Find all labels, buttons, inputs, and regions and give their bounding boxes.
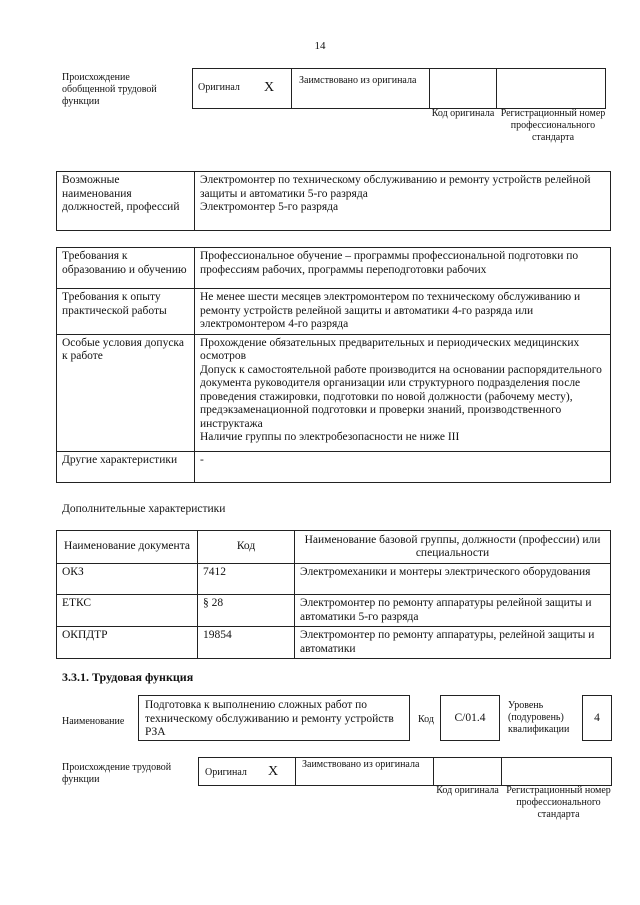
requirement-value: Не менее шести месяцев электромонтером по техническому обслуживанию и ремонту устройств релейной защиты и автоматики 4-го разряда или электромонтером 4-го разряда	[195, 289, 611, 335]
extra-table	[56, 530, 611, 659]
requirement-label: Особые условия допуска к работе	[57, 334, 195, 451]
function-name-label: Наименование	[62, 716, 125, 727]
code-original-cell	[433, 757, 502, 786]
extra-cell: 7412	[198, 564, 295, 595]
borrowed-label: Заимствовано из оригинала	[299, 75, 417, 86]
reg-number-cell	[501, 757, 612, 786]
extra-cell: ОКПДТР	[57, 627, 198, 659]
extra-cell: § 28	[198, 595, 295, 627]
requirement-value: Профессиональное обучение – программы профессиональной подготовки по профессиям рабочих, программы переподготовки рабочих	[195, 248, 611, 289]
function-title: 3.3.1. Трудовая функция	[62, 670, 194, 684]
reg-number-caption: Регистрационный номер профессионального стандарта	[506, 785, 611, 820]
position-line: Электромонтер по техническому обслуживанию и ремонту устройств релейной защиты и автоматики 5-го разряда	[200, 174, 591, 200]
extra-cell: 19854	[198, 627, 295, 659]
original-label: Оригинал	[198, 82, 240, 93]
original-mark: X	[268, 764, 279, 779]
position-line: Электромонтер 5-го разряда	[200, 201, 339, 213]
reg-number-caption: Регистрационный номер профессионального стандарта	[500, 108, 606, 143]
requirement-value: Прохождение обязательных предварительных и периодических медицинских осмотров Допуск к самостоятельной работе производится на основании распорядительного документа руководителя организации или структурного подразделения после проведения стажировки, подготовки по новой должности (рабочему месту), предэкзаменационной подготовки и проверки знаний, производственного инструктажа Наличие группы по электробезопасности не ниже III	[195, 334, 611, 451]
extra-cell: Электромеханики и монтеры электрического оборудования	[295, 564, 611, 595]
function-code-label: Код	[418, 714, 434, 725]
extra-cell: ЕТКС	[57, 595, 198, 627]
original-mark: X	[264, 80, 275, 95]
positions-value	[195, 172, 611, 231]
extra-cell: Электромонтер по ремонту аппаратуры, релейной защиты и автоматики	[295, 627, 611, 659]
original-label: Оригинал	[205, 767, 247, 778]
borrowed-label: Заимствовано из оригинала	[302, 759, 420, 770]
requirements-table	[56, 247, 611, 483]
function-code: С/01.4	[440, 695, 500, 741]
level-value: 4	[582, 695, 612, 741]
extra-header: Наименование базовой группы, должности (профессии) или специальности	[295, 531, 611, 564]
extra-cell: Электромонтер по ремонту аппаратуры релейной защиты и автоматики 5-го разряда	[295, 595, 611, 627]
code-original-caption: Код оригинала	[431, 108, 495, 119]
function-name: Подготовка к выполнению сложных работ по техническому обслуживанию и ремонту устройств РЗА	[138, 695, 410, 741]
reg-number-cell	[496, 68, 606, 109]
code-original-caption: Код оригинала	[436, 785, 499, 796]
requirement-label: Требования к образованию и обучению	[57, 248, 195, 289]
positions-table	[56, 171, 611, 231]
requirement-label: Требования к опыту практической работы	[57, 289, 195, 335]
requirement-label: Другие характеристики	[57, 451, 195, 482]
origin-label: Происхождение трудовой функции	[62, 762, 172, 785]
requirement-value: -	[195, 451, 611, 482]
origin-label: Происхождение обобщенной трудовой функции	[62, 72, 157, 107]
extra-title: Дополнительные характеристики	[62, 503, 226, 515]
code-original-cell	[429, 68, 497, 109]
page-number: 14	[314, 40, 326, 52]
extra-header: Код	[198, 531, 295, 564]
positions-label: Возможные наименования должностей, профессий	[57, 172, 195, 231]
level-label: Уровень (подуровень) квалификации	[508, 700, 570, 735]
extra-cell: ОКЗ	[57, 564, 198, 595]
extra-header: Наименование документа	[57, 531, 198, 564]
